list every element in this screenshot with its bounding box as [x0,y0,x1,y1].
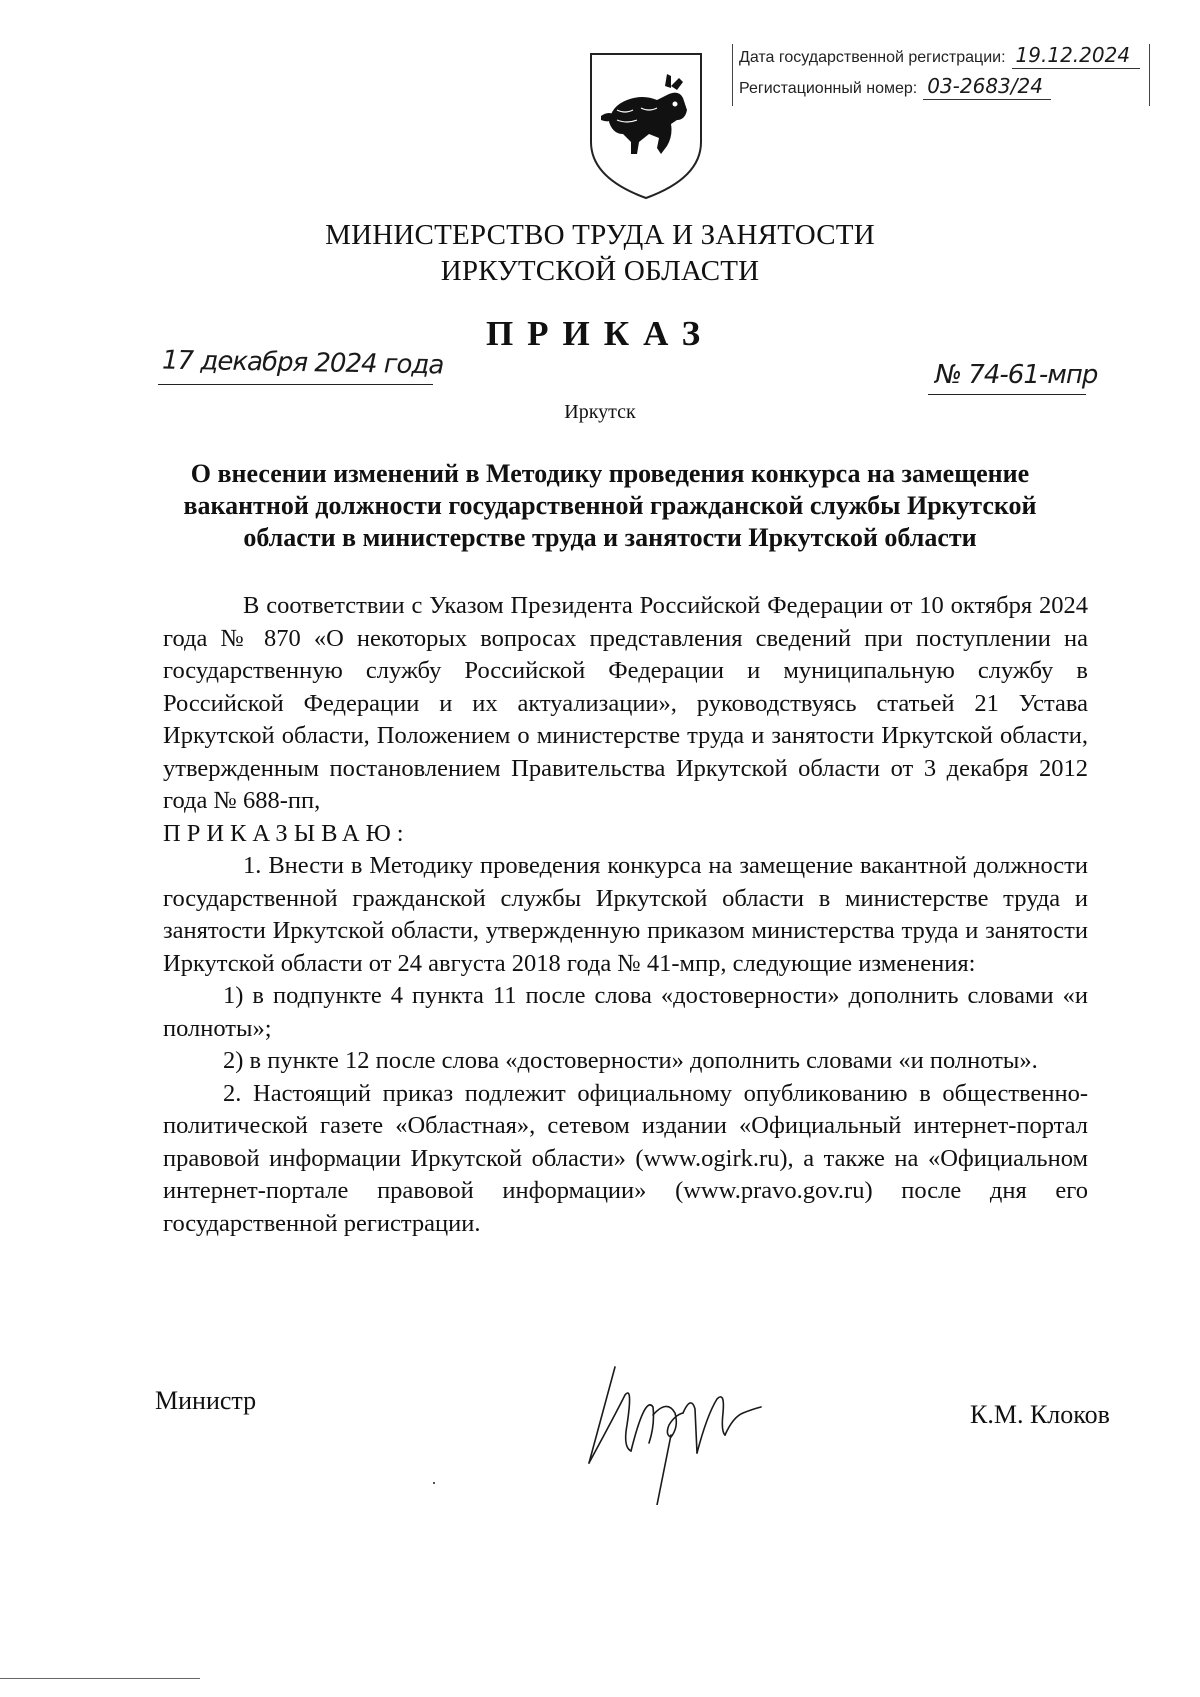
document-date-underline [158,384,433,385]
subject-line3: области в министерстве труда и занятости Иркутской области [243,523,977,552]
signer-name: К.М. Клоков [970,1400,1110,1429]
document-date: 17 декабря 2024 года [161,345,444,381]
registration-number-label: Регистационный номер: [739,80,918,97]
ministry-name-line2: ИРКУТСКОЙ ОБЛАСТИ [440,255,760,287]
registration-stamp [732,42,1150,108]
document-body [163,590,1088,1240]
document-number-underline [928,394,1086,395]
subject-line2: вакантной должности государственной гражданской службы Иркутской [183,491,1037,520]
registration-date-row [739,42,1140,72]
item-1-paragraph: 1. Внести в Методику проведения конкурса на замещение вакантной должности государственной гражданской службы Иркутской области в министерстве труда и занятости Иркутской области, утвержденную приказом министерства труда и занятости Иркутской области от 24 августа 2018 года № 41-мпр, следующие изменения: [163,852,1088,977]
scan-speck [433,1482,435,1484]
coat-of-arms-icon [587,50,705,202]
handwritten-signature-icon [575,1355,825,1505]
subject-line1: О внесении изменений в Методику проведения конкурса на замещение [190,459,1030,488]
signer-title: Министр [155,1386,257,1415]
document-type: ПРИКАЗ [485,314,715,353]
registration-date-label: Дата государственной регистрации: [739,49,1006,66]
document-city: Иркутск [564,401,636,423]
ministry-name-line1: МИНИСТЕРСТВО ТРУДА И ЗАНЯТОСТИ [325,219,875,251]
registration-number-row [739,73,1051,103]
stamp-left-border [732,44,733,106]
registration-date-value: 19.12.2024 [1012,42,1140,69]
document-number: № 74-61-мпр [935,360,1098,390]
item-1-subitem-2: 2) в пункте 12 после слова «достоверности» дополнить словами «и полноты». [223,1047,1038,1074]
stamp-right-border [1149,44,1150,106]
decree-word: ПРИКАЗЫВАЮ: [163,819,410,847]
scan-edge-line [0,1678,200,1679]
item-2-paragraph: 2. Настоящий приказ подлежит официальному опубликованию в общественно-политической газете «Областная», сетевом издании «Официальный интернет-портал правовой информации Иркутской области» (www.ogirk.ru), а также на «Официальном интернет-портале правовой информации» (www.pravo.gov.ru) после дня его государственной регистрации. [163,1079,1088,1237]
ministry-name [0,217,1200,289]
document-subject [170,458,1050,554]
preamble-paragraph: В соответствии с Указом Президента Российской Федерации от 10 октября 2024 года № 870 «О некоторых вопросах представления сведений при поступлении на государственную службу Российской Федерации и муниципальную службу в Российской Федерации и их актуализации», руководствуясь статьей 21 Устава Иркутской области, Положением о министерстве труда и занятости Иркутской области, утвержденным постановлением Правительства Иркутской области от 3 декабря 2012 года № 688-пп, [163,592,1088,814]
item-1-subitem-1: 1) в подпункте 4 пункта 11 после слова «достоверности» дополнить словами «и полноты»; [163,982,1088,1042]
registration-number-value: 03-2683/24 [923,73,1051,100]
